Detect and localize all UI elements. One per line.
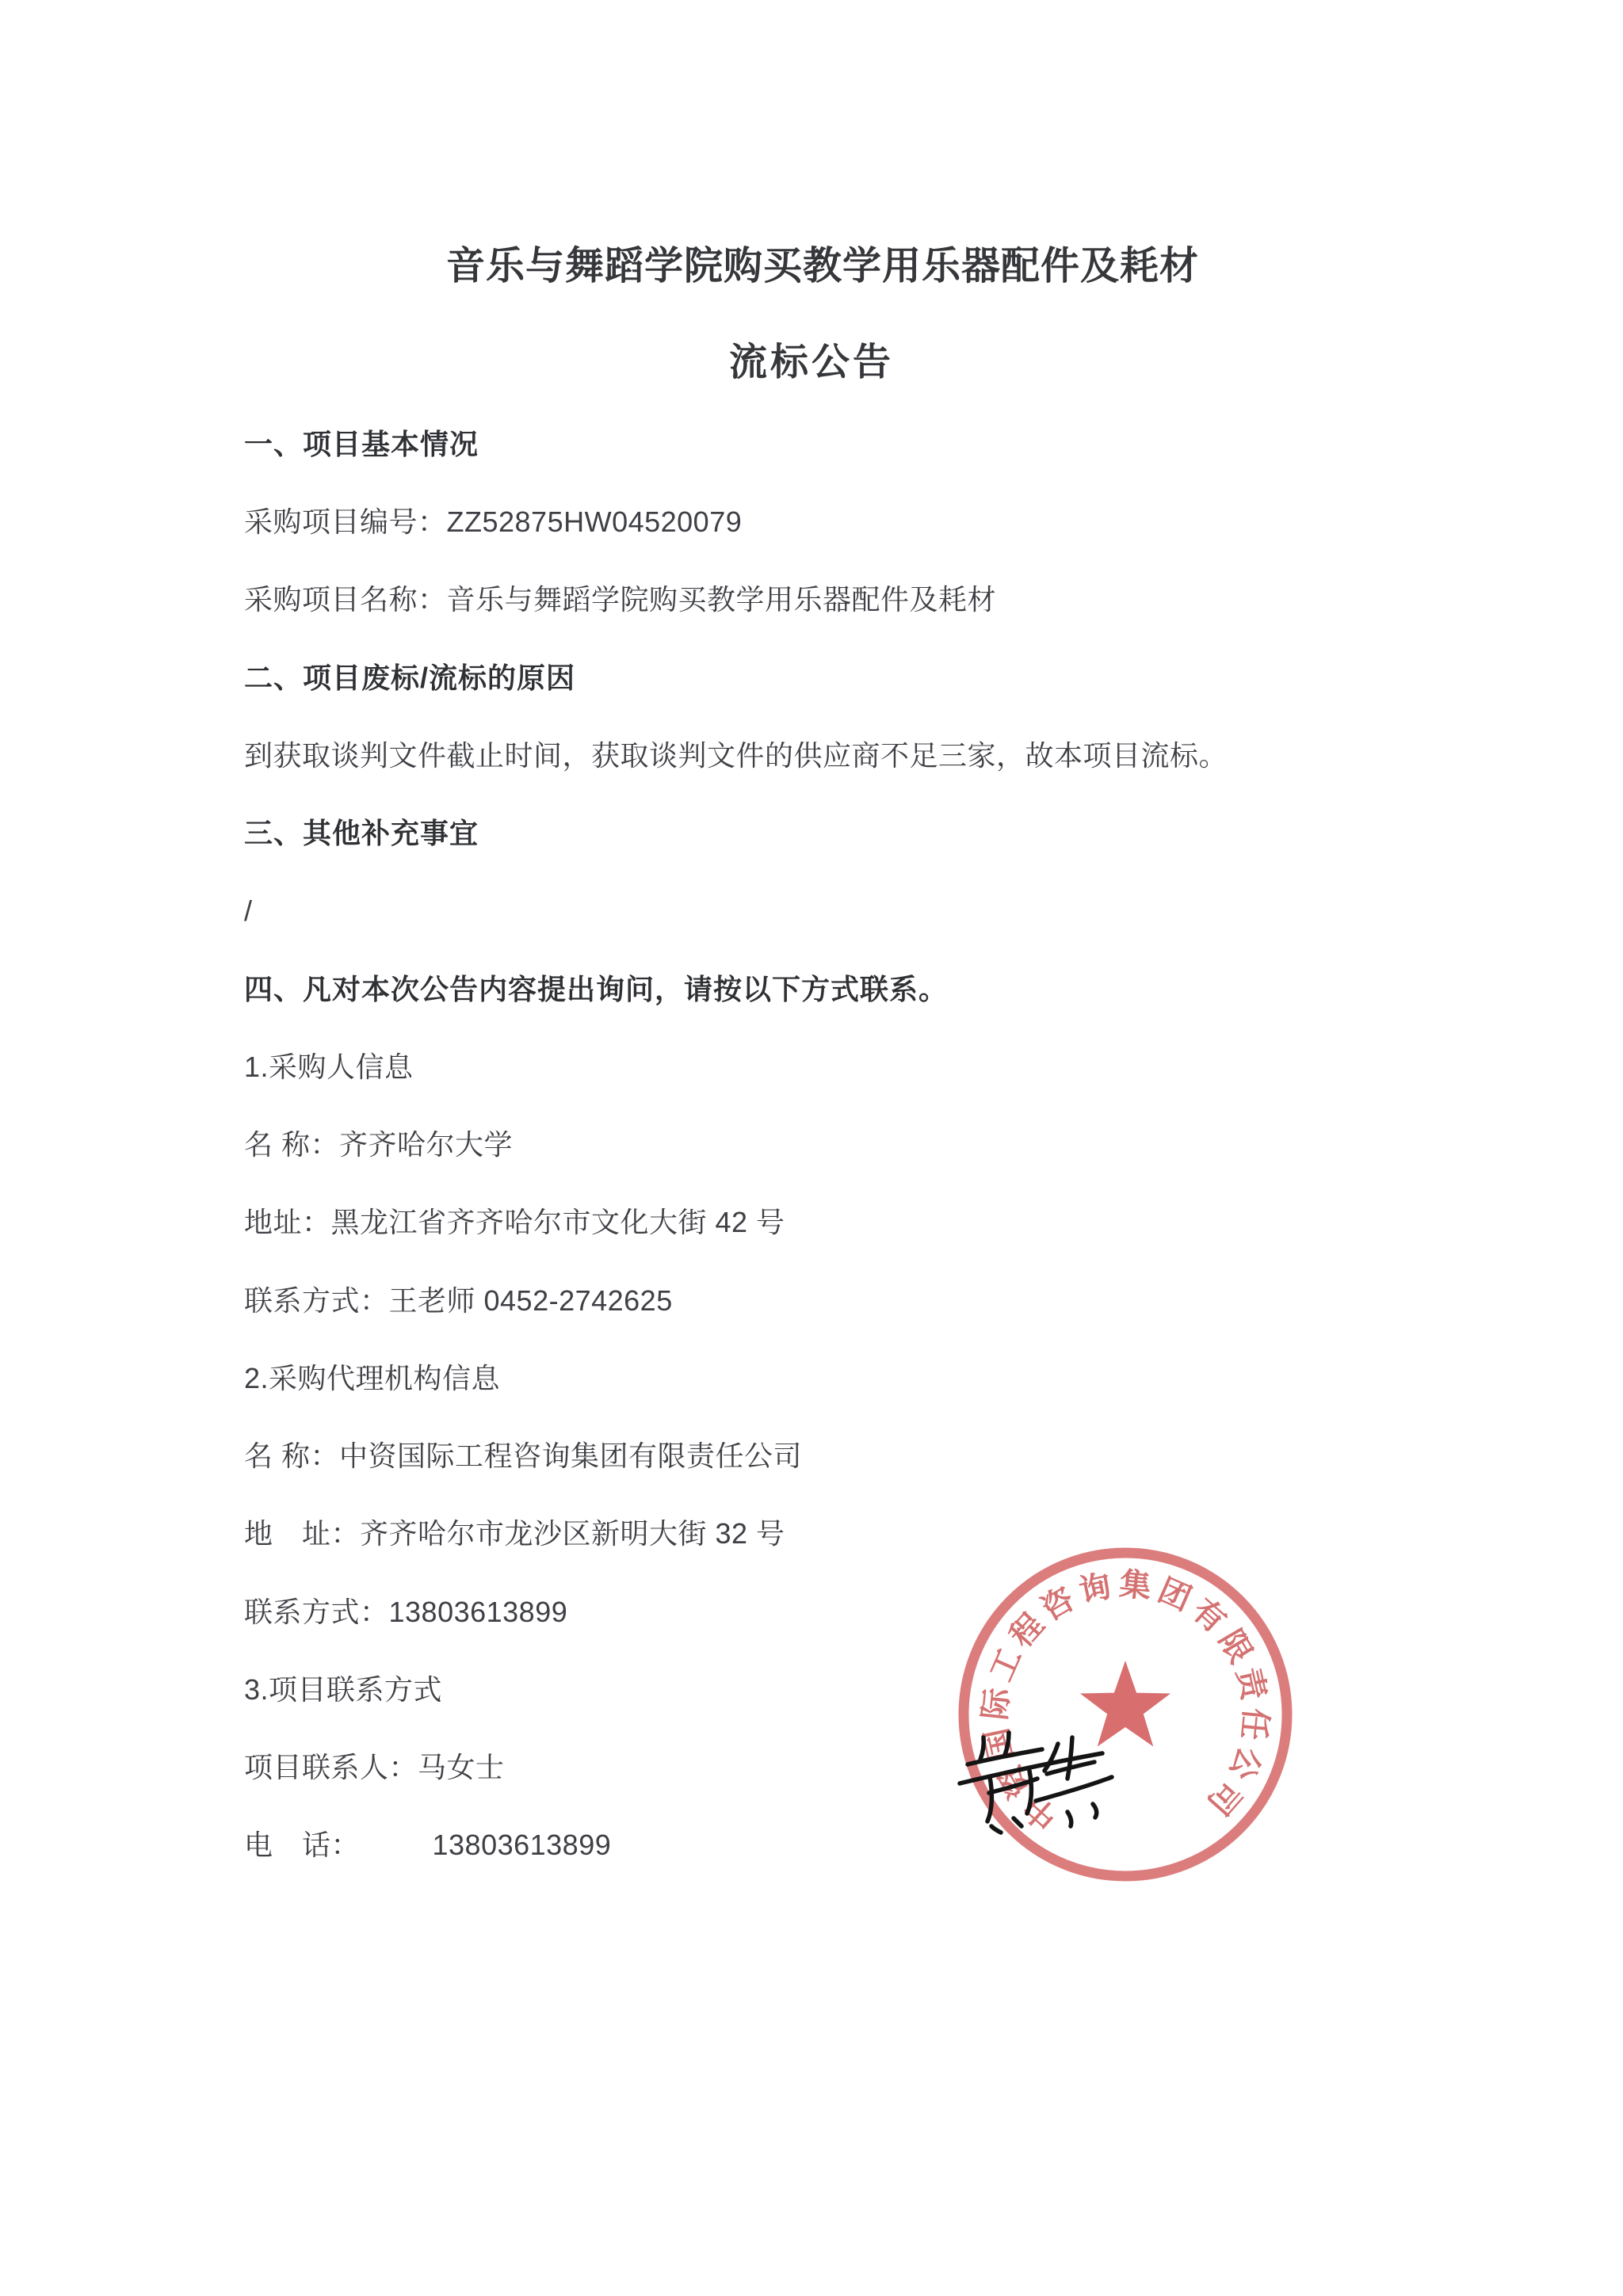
doc-line: 电 话： 13803613899 [244,1829,612,1861]
doc-line: / [244,894,253,927]
doc-line: 项目联系人：马女士 [244,1751,505,1783]
doc-line: 采购项目名称：音乐与舞蹈学院购买教学用乐器配件及耗材 [244,583,997,616]
doc-line: 名 称：中资国际工程咨询集团有限责任公司 [244,1440,803,1472]
doc-line: 1.采购人信息 [244,1051,414,1083]
doc-line: 名 称：齐齐哈尔大学 [244,1128,514,1161]
doc-line: 地址：黑龙江省齐齐哈尔市文化大街 42 号 [244,1206,785,1238]
seal-company-text: 中资国际工程咨询集团有限责任公司 [976,1566,1274,1837]
page-subtitle: 流标公告 [728,341,894,383]
doc-line: 联系方式：13803613899 [244,1596,568,1628]
company-seal [935,1524,1316,1905]
doc-line: 到获取谈判文件截止时间，获取谈判文件的供应商不足三家，故本项目流标。 [244,739,1228,772]
doc-line: 2.采购代理机构信息 [244,1362,501,1394]
section-heading: 二、项目废标/流标的原因 [244,662,576,694]
page-title: 音乐与舞蹈学院购买教学用乐器配件及耗材 [445,245,1199,288]
doc-line: 联系方式：王老师 0452-2742625 [244,1284,673,1317]
section-heading: 三、其他补充事宜 [244,817,479,849]
section-heading: 四、凡对本次公告内容提出询问，请按以下方式联系。 [244,973,949,1005]
doc-line: 采购项目编号：ZZ52875HW04520079 [244,505,743,538]
signature [955,1730,1121,1836]
doc-line: 3.项目联系方式 [244,1673,443,1706]
doc-line: 地 址：齐齐哈尔市龙沙区新明大街 32 号 [244,1517,785,1550]
section-heading: 一、项目基本情况 [244,428,479,460]
